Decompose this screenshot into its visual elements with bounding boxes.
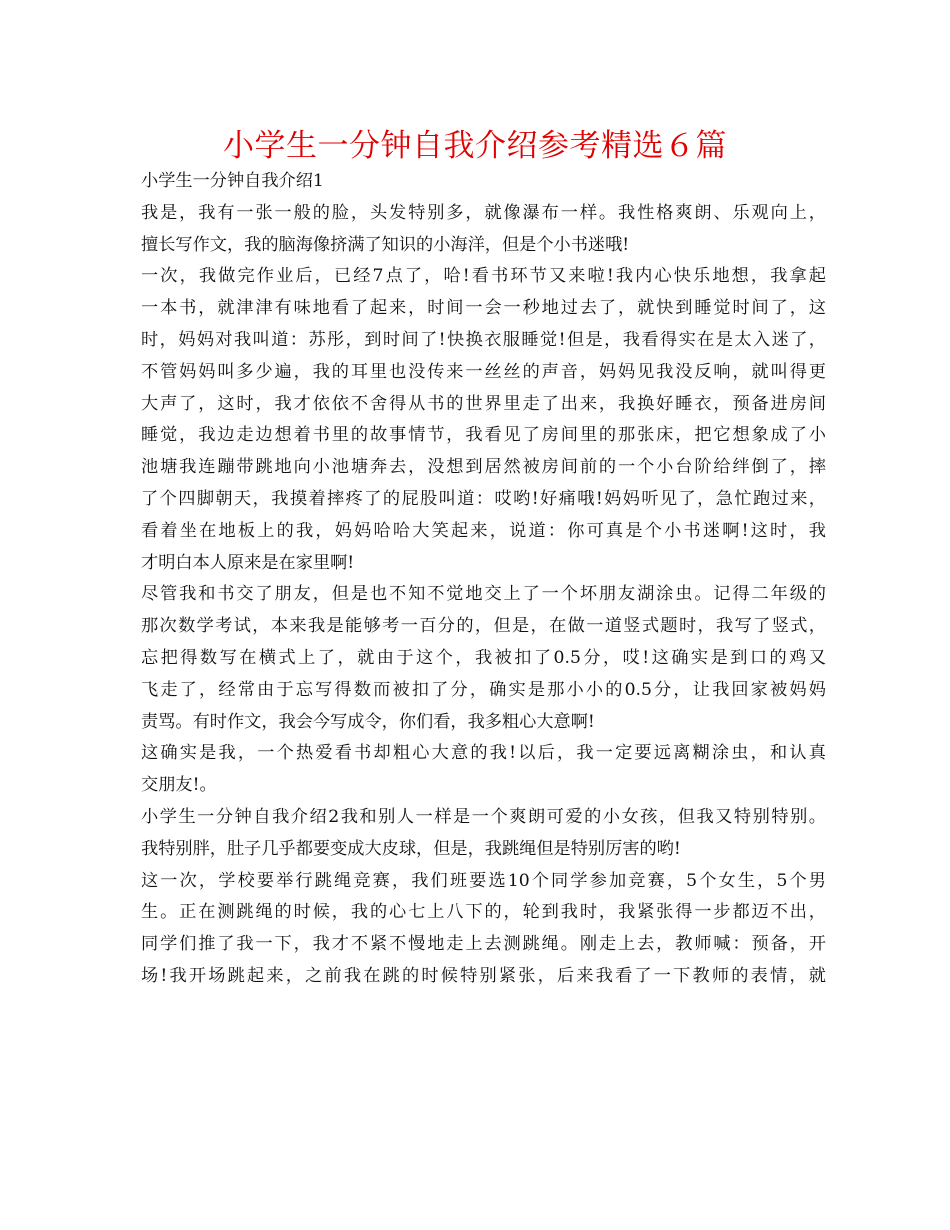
text-line: 场!我开场跳起来，之前我在跳的时候特别紧张，后来我看了一下教师的表情，就 <box>141 965 826 986</box>
text-line: 生。正在测跳绳的时候，我的心七上八下的，轮到我时，我紧张得一步都迈不出， <box>141 902 826 923</box>
text-line: 忘把得数写在横式上了，就由于这个，我被扣了0.5分，哎!这确实是到口的鸡又 <box>141 647 826 668</box>
text-line: 时，妈妈对我叫道：苏彤，到时间了!快换衣服睡觉!但是，我看得实在是太入迷了， <box>141 329 826 350</box>
document-body <box>141 166 826 993</box>
text-line: 了个四脚朝天，我摸着摔疼了的屁股叫道：哎哟!好痛哦!妈妈听见了，急忙跑过来， <box>141 488 826 509</box>
text-line: 不管妈妈叫多少遍，我的耳里也没传来一丝丝的声音，妈妈见我没反响，就叫得更 <box>141 361 826 382</box>
text-line: 交朋友!。 <box>141 775 217 796</box>
text-line: 擅长写作文，我的脑海像挤满了知识的小海洋，但是个小书迷哦! <box>141 234 630 255</box>
text-line: 睡觉，我边走边想着书里的故事情节，我看见了房间里的那张床，把它想象成了小 <box>141 425 826 446</box>
text-line: 一本书，就津津有味地看了起来，时间一会一秒地过去了，就快到睡觉时间了，这 <box>141 298 826 319</box>
text-line: 小学生一分钟自我介绍1 <box>141 171 324 191</box>
text-line: 我特别胖，肚子几乎都要变成大皮球，但是，我跳绳但是特别厉害的哟! <box>141 838 681 859</box>
document-title: 小学生一分钟自我介绍参考精选６篇 <box>223 128 727 164</box>
text-line: 这确实是我，一个热爱看书却粗心大意的我!以后，我一定要远离糊涂虫，和认真 <box>141 743 826 764</box>
text-line: 我是，我有一张一般的脸，头发特别多，就像瀑布一样。我性格爽朗、乐观向上， <box>141 202 826 223</box>
text-line: 一次，我做完作业后，已经7点了，哈!看书环节又来啦!我内心快乐地想，我拿起 <box>141 266 826 287</box>
text-line: 池塘我连蹦带跳地向小池塘奔去，没想到居然被房间前的一个小台阶给绊倒了，摔 <box>141 457 826 478</box>
text-line: 这一次，学校要举行跳绳竞赛，我们班要选10个同学参加竞赛，5个女生，5个男 <box>141 870 826 891</box>
text-line: 尽管我和书交了朋友，但是也不知不觉地交上了一个坏朋友湖涂虫。记得二年级的 <box>141 584 826 605</box>
text-line: 那次数学考试，本来我是能够考一百分的，但是，在做一道竖式题时，我写了竖式， <box>141 616 826 637</box>
text-line: 才明白本人原来是在家里啊! <box>141 552 355 573</box>
text-line: 小学生一分钟自我介绍2我和别人一样是一个爽朗可爱的小女孩，但我又特别特别。 <box>141 806 826 827</box>
text-line: 飞走了，经常由于忘写得数而被扣了分，确实是那小小的0.5分，让我回家被妈妈 <box>141 679 826 700</box>
text-line: 看着坐在地板上的我，妈妈哈哈大笑起来，说道：你可真是个小书迷啊!这时，我 <box>141 520 826 541</box>
text-line: 责骂。有时作文，我会今写成令，你们看，我多粗心大意啊! <box>141 711 595 732</box>
text-line: 同学们推了我一下，我才不紧不慢地走上去测跳绳。刚走上去，教师喊：预备，开 <box>141 934 826 955</box>
text-line: 大声了，这时，我才依依不舍得从书的世界里走了出来，我换好睡衣，预备进房间 <box>141 393 826 414</box>
